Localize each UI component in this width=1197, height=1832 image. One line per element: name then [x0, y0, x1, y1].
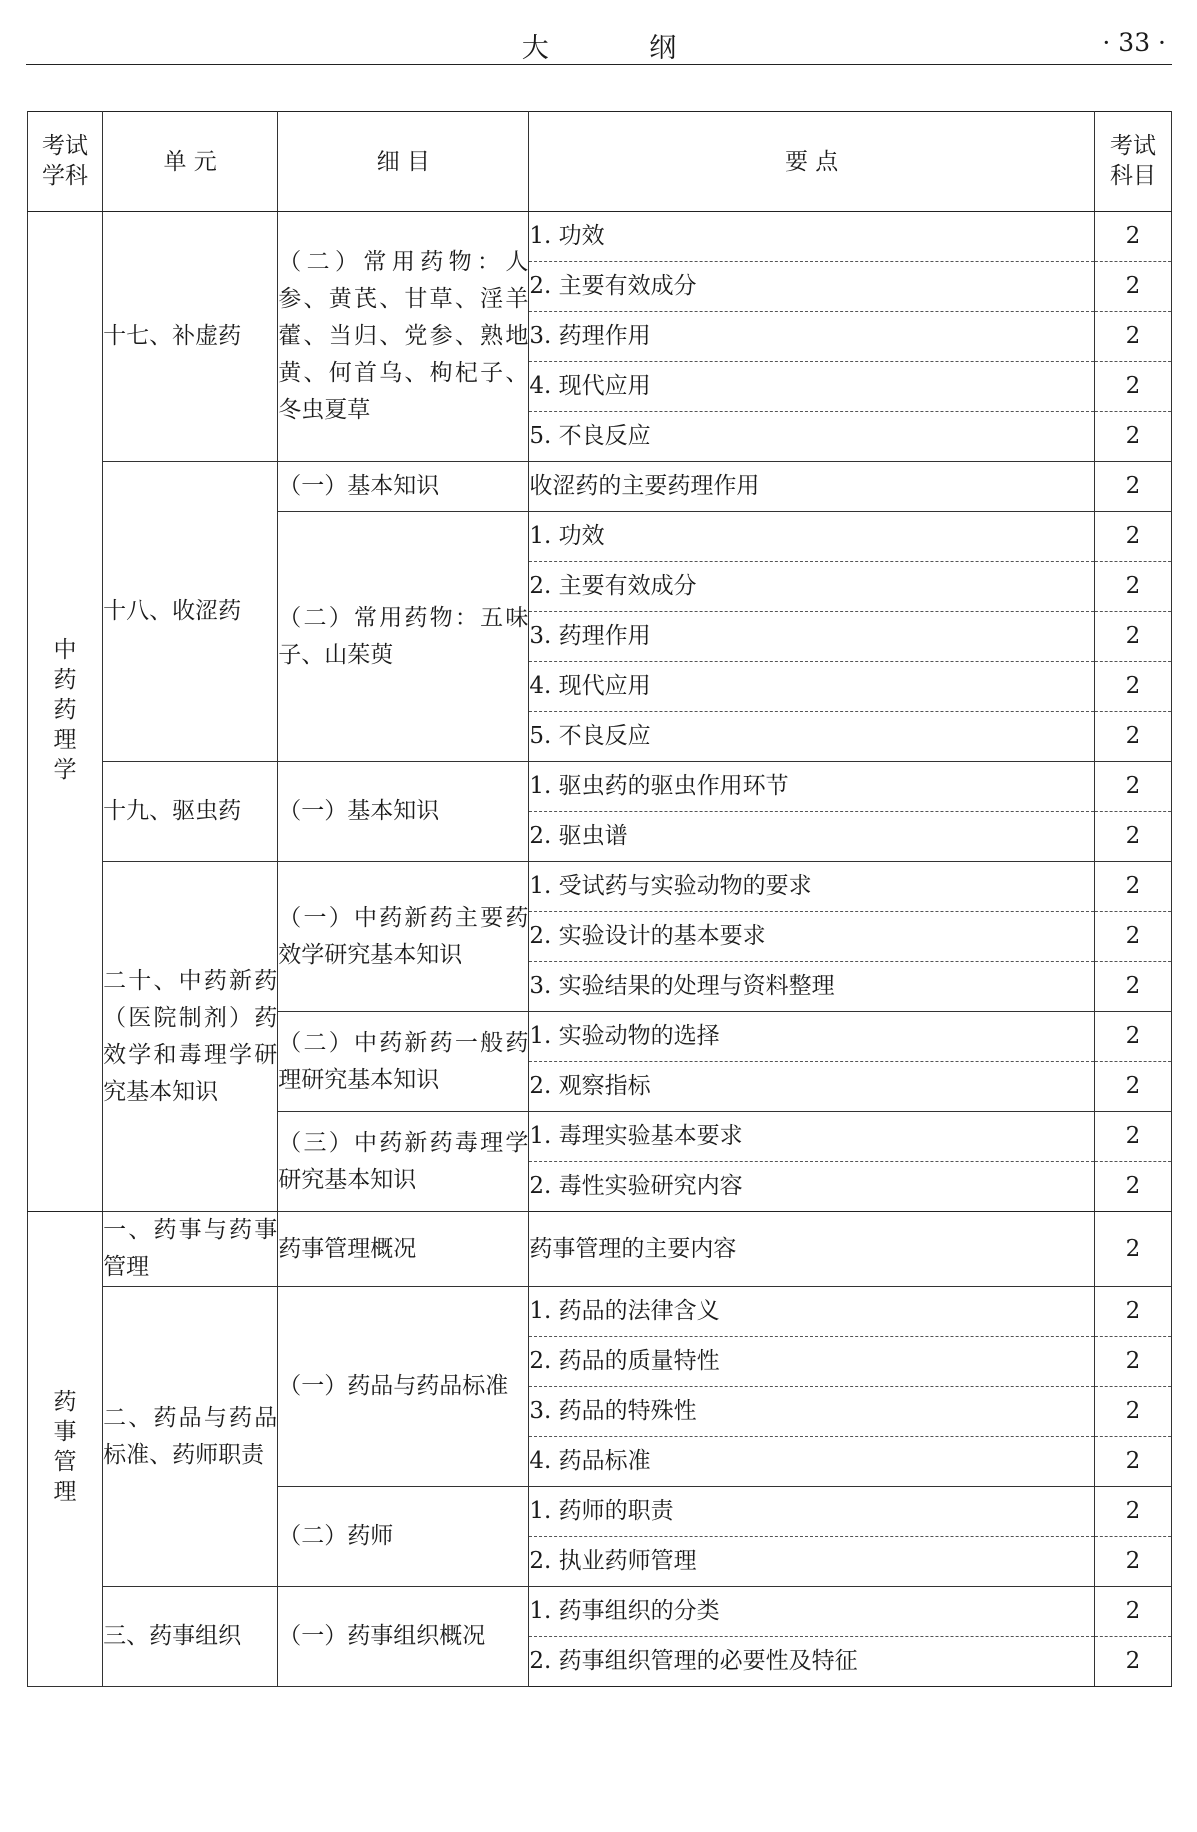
exam-cell: 2	[1094, 412, 1171, 462]
exam-cell: 2	[1094, 712, 1171, 762]
table-row	[28, 462, 1172, 512]
point-cell: 1. 功效	[529, 212, 1094, 262]
point-cell: 药事管理的主要内容	[529, 1212, 1094, 1287]
point-cell: 2. 药事组织管理的必要性及特征	[529, 1637, 1094, 1687]
table-row	[28, 762, 1172, 812]
point-cell: 1. 驱虫药的驱虫作用环节	[529, 762, 1094, 812]
exam-cell: 2	[1094, 212, 1171, 262]
point-cell: 2. 毒性实验研究内容	[529, 1162, 1094, 1212]
header-unit: 单 元	[103, 112, 278, 212]
exam-cell: 2	[1094, 1587, 1171, 1637]
unit-cell: 二、药品与药品标准、药师职责	[103, 1287, 278, 1587]
page-header	[26, 22, 1172, 65]
point-cell: 4. 药品标准	[529, 1437, 1094, 1487]
detail-cell: （二）常用药物：五味子、山茱萸	[278, 512, 529, 762]
exam-cell: 2	[1094, 1637, 1171, 1687]
point-cell: 收涩药的主要药理作用	[529, 462, 1094, 512]
point-cell: 1. 实验动物的选择	[529, 1012, 1094, 1062]
point-cell: 3. 药理作用	[529, 312, 1094, 362]
exam-cell: 2	[1094, 462, 1171, 512]
header-subject: 考试学科	[28, 112, 103, 212]
point-cell: 1. 药师的职责	[529, 1487, 1094, 1537]
exam-cell: 2	[1094, 1062, 1171, 1112]
exam-cell: 2	[1094, 862, 1171, 912]
point-cell: 2. 驱虫谱	[529, 812, 1094, 862]
detail-cell: （三）中药新药毒理学研究基本知识	[278, 1112, 529, 1212]
exam-cell: 2	[1094, 312, 1171, 362]
detail-cell: （一）药品与药品标准	[278, 1287, 529, 1487]
detail-cell: （二）药师	[278, 1487, 529, 1587]
point-cell: 4. 现代应用	[529, 362, 1094, 412]
detail-cell: （一）中药新药主要药效学研究基本知识	[278, 862, 529, 1012]
exam-cell: 2	[1094, 1287, 1171, 1337]
detail-cell: （一）基本知识	[278, 462, 529, 512]
table-body	[28, 212, 1172, 1687]
point-cell: 1. 毒理实验基本要求	[529, 1112, 1094, 1162]
detail-cell: （二）中药新药一般药理研究基本知识	[278, 1012, 529, 1112]
subject-cell	[28, 1212, 103, 1687]
point-cell: 2. 药品的质量特性	[529, 1337, 1094, 1387]
syllabus-table	[27, 111, 1172, 1687]
table-row	[28, 1287, 1172, 1337]
point-cell: 1. 药品的法律含义	[529, 1287, 1094, 1337]
unit-cell: 二十、中药新药（医院制剂）药效学和毒理学研究基本知识	[103, 862, 278, 1212]
point-cell: 4. 现代应用	[529, 662, 1094, 712]
point-cell: 1. 功效	[529, 512, 1094, 562]
exam-cell: 2	[1094, 1212, 1171, 1287]
exam-cell: 2	[1094, 512, 1171, 562]
exam-cell: 2	[1094, 1487, 1171, 1537]
exam-cell: 2	[1094, 1387, 1171, 1437]
subject-label: 中药药理学	[53, 636, 77, 783]
exam-cell: 2	[1094, 762, 1171, 812]
table-row	[28, 862, 1172, 912]
exam-cell: 2	[1094, 1337, 1171, 1387]
table-row	[28, 1587, 1172, 1637]
point-cell: 5. 不良反应	[529, 412, 1094, 462]
exam-cell: 2	[1094, 962, 1171, 1012]
table-header-row	[28, 112, 1172, 212]
subject-cell	[28, 212, 103, 1212]
point-cell: 2. 执业药师管理	[529, 1537, 1094, 1587]
unit-cell: 三、药事组织	[103, 1587, 278, 1687]
detail-cell: （二）常用药物：人参、黄芪、甘草、淫羊藿、当归、党参、熟地黄、何首乌、枸杞子、冬虫夏草	[278, 212, 529, 462]
header-detail: 细 目	[278, 112, 529, 212]
subject-label: 药事管理	[53, 1389, 77, 1505]
point-cell: 2. 主要有效成分	[529, 562, 1094, 612]
point-cell: 3. 药品的特殊性	[529, 1387, 1094, 1437]
unit-cell: 十九、驱虫药	[103, 762, 278, 862]
exam-cell: 2	[1094, 812, 1171, 862]
exam-cell: 2	[1094, 1437, 1171, 1487]
exam-cell: 2	[1094, 912, 1171, 962]
page-title: 大 纲	[521, 33, 723, 64]
header-point: 要 点	[529, 112, 1094, 212]
detail-cell: （一）基本知识	[278, 762, 529, 862]
detail-cell: （一）药事组织概况	[278, 1587, 529, 1687]
exam-cell: 2	[1094, 562, 1171, 612]
header-exam: 考试科目	[1094, 112, 1171, 212]
point-cell: 1. 受试药与实验动物的要求	[529, 862, 1094, 912]
detail-cell: 药事管理概况	[278, 1212, 529, 1287]
exam-cell: 2	[1094, 1012, 1171, 1062]
exam-cell: 2	[1094, 612, 1171, 662]
exam-cell: 2	[1094, 362, 1171, 412]
exam-cell: 2	[1094, 1112, 1171, 1162]
point-cell: 2. 主要有效成分	[529, 262, 1094, 312]
unit-cell: 十八、收涩药	[103, 462, 278, 762]
table-row	[28, 212, 1172, 262]
point-cell: 3. 实验结果的处理与资料整理	[529, 962, 1094, 1012]
unit-cell: 一、药事与药事管理	[103, 1212, 278, 1287]
exam-cell: 2	[1094, 662, 1171, 712]
exam-cell: 2	[1094, 262, 1171, 312]
page-number: · 33 ·	[1102, 28, 1166, 57]
point-cell: 2. 观察指标	[529, 1062, 1094, 1112]
point-cell: 1. 药事组织的分类	[529, 1587, 1094, 1637]
point-cell: 3. 药理作用	[529, 612, 1094, 662]
point-cell: 5. 不良反应	[529, 712, 1094, 762]
exam-cell: 2	[1094, 1537, 1171, 1587]
unit-cell: 十七、补虚药	[103, 212, 278, 462]
table-row	[28, 1212, 1172, 1287]
exam-cell: 2	[1094, 1162, 1171, 1212]
point-cell: 2. 实验设计的基本要求	[529, 912, 1094, 962]
